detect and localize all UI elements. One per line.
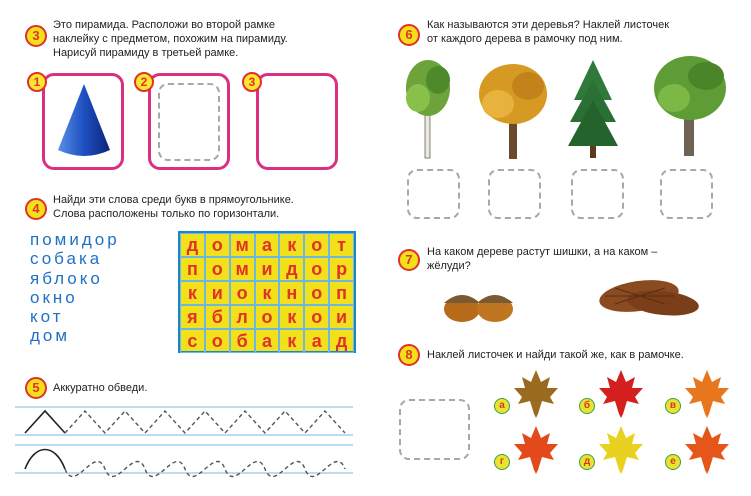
grid-letter[interactable]: к (255, 281, 280, 305)
word: помидор (30, 230, 120, 249)
leaf-option-label: в (665, 398, 681, 414)
grid-letter[interactable]: к (279, 329, 304, 353)
task-6-line-1: Как называются эти деревья? Наклей листочек (427, 19, 670, 31)
grid-letter[interactable]: д (180, 233, 205, 257)
grid-letter[interactable]: о (304, 281, 329, 305)
grid-letter[interactable]: м (230, 233, 255, 257)
grid-letter[interactable]: б (205, 305, 230, 329)
pyramid-frame-2[interactable] (148, 73, 230, 170)
task-7-badge: 7 (398, 249, 420, 271)
grid-letter[interactable]: н (279, 281, 304, 305)
task-6-text (427, 18, 737, 46)
word-list (30, 230, 120, 346)
grid-letter[interactable]: р (329, 257, 354, 281)
tracing-lines[interactable] (15, 403, 355, 483)
leaf-option-label: б (579, 398, 595, 414)
task-7-line-1: На каком дереве растут шишки, а на каком – (427, 246, 658, 258)
grid-letter[interactable]: д (279, 257, 304, 281)
task-3-line-3: Нарисуй пирамиду в третьей рамке. (53, 47, 239, 59)
grid-letter[interactable]: и (329, 305, 354, 329)
grid-letter[interactable]: т (329, 233, 354, 257)
task-6-line-2: от каждого дерева в рамочку под ним. (427, 33, 623, 45)
task-4-line-1: Найди эти слова среди букв в прямоугольнике. (53, 194, 294, 206)
grid-letter[interactable]: м (230, 257, 255, 281)
grid-letter[interactable]: к (180, 281, 205, 305)
grid-letter[interactable]: о (230, 281, 255, 305)
pyramid-frame-3[interactable] (256, 73, 338, 170)
word: окно (30, 287, 78, 307)
birch-tree (398, 58, 458, 158)
word: дом (30, 326, 71, 346)
grid-letter[interactable]: с (180, 329, 205, 353)
grid-letter[interactable]: п (180, 257, 205, 281)
maple-leaf-icon[interactable] (597, 424, 645, 474)
leaf-slot-oak[interactable] (660, 169, 713, 219)
task-7-text (427, 245, 727, 273)
frame-1-number: 1 (27, 72, 47, 92)
maple-leaf-icon[interactable] (597, 368, 645, 418)
task-4-line-2: Слова расположены только по горизонтали. (53, 208, 280, 220)
leaf-slot-fir[interactable] (571, 169, 624, 219)
grid-letter[interactable]: а (255, 233, 280, 257)
letter-grid[interactable] (178, 231, 356, 353)
grid-letter[interactable]: о (205, 257, 230, 281)
grid-letter[interactable]: о (304, 233, 329, 257)
task-5-text: Аккуратно обведи. (53, 382, 148, 394)
grid-letter[interactable]: к (279, 233, 304, 257)
grid-letter[interactable]: о (205, 329, 230, 353)
task-8-text: Наклей листочек и найди такой же, как в рамочке. (427, 349, 684, 361)
word: собака (30, 249, 103, 269)
task-5-badge: 5 (25, 377, 47, 399)
task-3-line-1: Это пирамида. Расположи во второй рамке (53, 19, 276, 31)
grid-letter[interactable]: и (255, 257, 280, 281)
grid-letter[interactable]: б (230, 329, 255, 353)
oak-tree (650, 54, 730, 158)
leaf-option-label: г (494, 454, 510, 470)
task-7-line-2: жёлуди? (427, 260, 471, 272)
task-4-text (53, 193, 373, 221)
fir-tree (568, 60, 618, 160)
grid-letter[interactable]: о (255, 305, 280, 329)
task-3-badge: 3 (25, 25, 47, 47)
grid-letter[interactable]: л (230, 305, 255, 329)
frame-3-number: 3 (242, 72, 262, 92)
word: кот (30, 307, 64, 327)
leaf-option-label: а (494, 398, 510, 414)
sample-leaf-frame[interactable] (399, 399, 470, 460)
grid-letter[interactable]: п (329, 281, 354, 305)
autumn-oak-tree (476, 62, 551, 162)
pinecones-image (595, 276, 705, 318)
acorns-image (440, 285, 520, 325)
frame-2-number: 2 (134, 72, 154, 92)
maple-leaf-icon[interactable] (512, 368, 560, 418)
maple-leaf-icon[interactable] (683, 424, 731, 474)
pyramid-frame-1 (42, 73, 124, 170)
grid-letter[interactable]: а (255, 329, 280, 353)
leaf-slot-birch[interactable] (407, 169, 460, 219)
task-4-badge: 4 (25, 198, 47, 220)
grid-letter[interactable]: о (304, 305, 329, 329)
grid-letter[interactable]: о (205, 233, 230, 257)
sticker-placeholder[interactable] (158, 83, 220, 161)
grid-letter[interactable]: к (279, 305, 304, 329)
task-6-badge: 6 (398, 24, 420, 46)
task-3-text (53, 18, 373, 60)
task-8-badge: 8 (398, 344, 420, 366)
grid-letter[interactable]: я (180, 305, 205, 329)
leaf-option-label: д (579, 454, 595, 470)
grid-letter[interactable]: о (304, 257, 329, 281)
grid-letter[interactable]: д (329, 329, 354, 353)
maple-leaf-icon[interactable] (512, 424, 560, 474)
grid-letter[interactable]: и (205, 281, 230, 305)
word: яблоко (30, 268, 103, 288)
leaf-option-label: е (665, 454, 681, 470)
cone-image (54, 82, 114, 162)
maple-leaf-icon[interactable] (683, 368, 731, 418)
grid-letter[interactable]: а (304, 329, 329, 353)
leaf-slot-autumn-oak[interactable] (488, 169, 541, 219)
task-3-line-2: наклейку с предметом, похожим на пирамиду. (53, 33, 288, 45)
